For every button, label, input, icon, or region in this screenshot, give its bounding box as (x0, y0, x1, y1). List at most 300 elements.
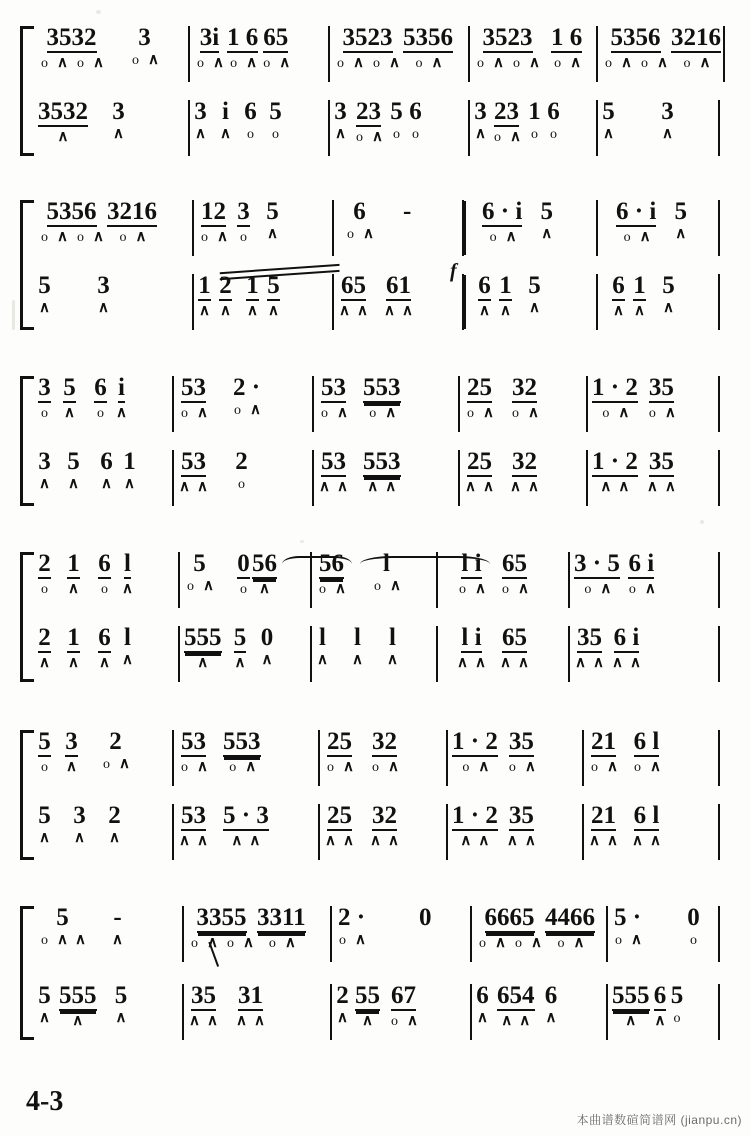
note-digits: 3 (65, 728, 78, 755)
note-digits: 3 (138, 24, 151, 51)
note-group (646, 450, 677, 496)
scan-speckle (300, 540, 304, 543)
note-group (115, 984, 128, 1027)
note-group (491, 100, 522, 146)
note-digits: 6 · i (616, 198, 657, 225)
note-group (612, 984, 650, 1030)
fingering-marks (38, 656, 51, 672)
note-digits: 5356 (46, 198, 97, 225)
note-digits: 3532 (38, 98, 88, 125)
note-digits: 25 (467, 448, 492, 475)
fingering-marks (388, 1014, 419, 1030)
note-digits: 56 (252, 550, 277, 577)
fingering-marks (581, 582, 612, 598)
fingering-marks (94, 406, 107, 422)
fingering-marks (624, 1014, 637, 1030)
note-group (551, 26, 582, 72)
note-digits: 35 (648, 374, 674, 401)
note-group (482, 200, 522, 246)
staff-pair (34, 26, 720, 156)
fingering-marks (198, 304, 211, 320)
fingering-marks (361, 1014, 374, 1030)
fingering-marks (38, 933, 87, 949)
note-digits: 1 (123, 448, 136, 475)
system-brace (20, 200, 34, 330)
fingering-marks (267, 304, 280, 320)
note-group (38, 450, 51, 493)
note-digits: 67 (391, 982, 416, 1009)
note-digits: 3 (97, 272, 110, 299)
note-digits: 5356 (610, 24, 661, 51)
note-group (390, 100, 403, 143)
note-group (98, 552, 111, 598)
fingering-marks (188, 1014, 219, 1030)
note-group (121, 626, 134, 669)
fingering-marks (178, 834, 209, 850)
note-digits: 5356 (403, 24, 453, 51)
staff-pair (34, 200, 720, 330)
note-group (476, 906, 543, 952)
note-digits: l (383, 550, 390, 577)
note-group (633, 274, 646, 320)
note-digits: 6 (653, 982, 667, 1009)
system-2 (20, 200, 720, 330)
system-brace (20, 376, 34, 506)
note-digits: 6 (478, 272, 491, 299)
note-group (198, 274, 211, 320)
fingering-marks (371, 579, 402, 595)
fingering-marks (336, 1011, 349, 1027)
note-digits: 5 (114, 982, 128, 1009)
measure (314, 376, 460, 432)
note-group (260, 26, 291, 72)
fingering-marks (115, 406, 128, 422)
measure (34, 626, 180, 682)
staff-pair (34, 552, 720, 682)
note-digits: 3 (112, 98, 125, 125)
note-digits: 35 (191, 982, 216, 1009)
fingering-marks (646, 480, 677, 496)
note-digits: l (319, 624, 326, 651)
credit-text: 本曲谱数碹简谱网 (jianpu.cn) (576, 1113, 742, 1127)
fingering-marks (115, 1011, 128, 1027)
measure (34, 984, 184, 1040)
note-group (474, 26, 541, 72)
fingering-marks (478, 304, 491, 320)
note-digits: 6 (547, 98, 560, 125)
fingering-marks (661, 127, 674, 143)
note-digits: l (124, 624, 131, 651)
note-group (178, 730, 209, 776)
system-brace (20, 906, 34, 1040)
note-group (38, 26, 105, 72)
note-group (419, 906, 432, 949)
fingering-marks (231, 403, 262, 419)
fingering-marks (38, 406, 51, 422)
note-group (261, 626, 274, 669)
note-group (351, 626, 364, 669)
note-group (38, 984, 51, 1027)
note-group (588, 730, 619, 776)
fingering-marks (612, 304, 625, 320)
note-group (73, 804, 86, 847)
note-group (363, 450, 401, 496)
measure (330, 100, 470, 156)
note-group (112, 100, 125, 143)
note-group (336, 906, 367, 949)
fingering-marks (121, 582, 134, 598)
note-group (269, 100, 282, 143)
note-digits: l i (461, 550, 482, 577)
note-group (237, 552, 250, 598)
fingering-marks (235, 477, 248, 493)
note-group (383, 274, 414, 320)
note-group (592, 376, 638, 422)
fingering-marks (621, 230, 652, 246)
measure (194, 200, 334, 256)
note-group (661, 100, 674, 143)
note-digits: l (389, 624, 396, 651)
note-group (574, 552, 620, 598)
staff-upper (34, 376, 720, 432)
fingering-marks (413, 56, 444, 72)
fingering-marks (646, 406, 677, 422)
staff-lower (34, 450, 720, 506)
note-group (227, 26, 258, 72)
measure (334, 274, 464, 330)
note-group (38, 906, 87, 949)
system-4 (20, 552, 720, 682)
fingering-marks (38, 831, 51, 847)
note-digits: 56 (319, 550, 344, 577)
note-group (476, 984, 489, 1027)
note-digits: 25 (327, 802, 352, 829)
note-digits: 1 · 2 (592, 374, 638, 401)
note-digits: 32 (372, 802, 397, 829)
note-group (371, 552, 402, 595)
note-digits: 53 (181, 728, 206, 755)
staff-lower (34, 274, 720, 330)
note-group (497, 984, 535, 1030)
note-group (219, 100, 232, 143)
note-group (674, 200, 687, 243)
fingering-marks (246, 304, 259, 320)
measure (438, 626, 570, 682)
fingering-marks (38, 56, 105, 72)
note-group (108, 804, 121, 847)
note-digits: 53 (181, 448, 206, 475)
note-digits: 31 (238, 982, 263, 1009)
fingering-marks (219, 304, 232, 320)
fingering-marks (464, 406, 495, 422)
note-digits: 1 (499, 272, 512, 299)
measure (174, 450, 314, 506)
fingering-marks (111, 933, 124, 949)
fingering-marks (487, 230, 518, 246)
note-group (97, 274, 110, 317)
scan-speckle (96, 10, 101, 14)
measure (190, 26, 330, 82)
measure (34, 376, 174, 432)
fingering-marks (551, 56, 582, 72)
note-group (111, 906, 124, 949)
note-group (646, 376, 677, 422)
fingering-marks (631, 760, 662, 776)
fingering-marks (121, 653, 134, 669)
note-digits: 5 (56, 904, 69, 931)
fingering-marks (574, 656, 605, 672)
note-group (363, 376, 401, 422)
note-digits: 2 (219, 272, 232, 299)
measure (332, 984, 472, 1040)
note-digits: 55 (355, 982, 380, 1009)
note-group (65, 730, 78, 776)
fingering-marks (316, 653, 329, 669)
fingering-marks (474, 56, 541, 72)
note-group (223, 730, 261, 776)
measure (34, 26, 190, 82)
note-group (38, 200, 105, 246)
fingering-marks (631, 834, 662, 850)
note-digits: 35 (508, 728, 534, 755)
measure (584, 730, 720, 786)
note-digits: 2 (109, 728, 122, 755)
note-digits: 6 · i (482, 198, 523, 225)
note-digits: l (124, 550, 131, 577)
fingering-marks (602, 127, 615, 143)
note-digits: 5 (38, 982, 51, 1009)
note-group (338, 274, 369, 320)
note-digits: 1 (67, 550, 80, 577)
fingering-marks (234, 656, 247, 672)
measure (184, 906, 332, 962)
note-digits: 3532 (46, 24, 97, 51)
note-digits: 3 (334, 98, 347, 125)
measure (320, 730, 448, 786)
note-digits: 5 (662, 272, 675, 299)
fingering-marks (98, 656, 111, 672)
note-digits: 1 · 2 (452, 802, 498, 829)
scan-speckle (700, 520, 704, 524)
fingering-marks (366, 480, 397, 496)
note-group (38, 552, 51, 598)
fingering-marks (108, 831, 121, 847)
note-digits: 3 (194, 98, 207, 125)
note-group (528, 274, 541, 317)
fingering-marks (499, 582, 530, 598)
note-digits: 3 (237, 198, 250, 225)
note-digits: 65 (341, 272, 366, 299)
note-digits: 1 (246, 272, 259, 299)
note-digits: 553 (363, 374, 401, 401)
note-digits: 1 (528, 98, 541, 125)
fingering-marks (334, 127, 347, 143)
measure (438, 552, 570, 608)
measure (34, 906, 184, 962)
note-group (67, 450, 80, 493)
note-group (409, 100, 422, 143)
measure (312, 552, 438, 608)
staff-lower (34, 804, 720, 860)
fingering-marks (509, 480, 540, 496)
fingering-marks (316, 582, 347, 598)
note-digits: 0 (419, 904, 432, 931)
note-digits: 53 (181, 374, 206, 401)
note-digits: 3355 (196, 904, 247, 931)
note-group (540, 200, 553, 243)
system-6 (20, 906, 720, 1040)
measure (570, 626, 720, 682)
note-digits: 6 (409, 98, 422, 125)
measure (472, 984, 608, 1040)
note-digits: 2 (38, 550, 51, 577)
note-digits: 65 (502, 624, 527, 651)
note-group (100, 730, 131, 773)
staff-pair (34, 730, 720, 860)
measure (598, 200, 720, 256)
fingering-marks (38, 230, 105, 246)
note-digits: 32 (372, 728, 397, 755)
note-group (100, 450, 113, 493)
note-group (456, 552, 487, 598)
note-group (231, 376, 262, 419)
note-group (545, 984, 558, 1027)
fingering-marks (338, 304, 369, 320)
note-group (198, 200, 229, 246)
fingering-marks (324, 834, 355, 850)
fingering-marks (123, 477, 136, 493)
fingering-marks (219, 127, 232, 143)
note-group (178, 450, 209, 496)
fingering-marks (602, 56, 669, 72)
note-group (38, 274, 51, 317)
fingering-marks (266, 936, 297, 952)
fingering-marks (178, 480, 209, 496)
note-digits: 5 (267, 272, 280, 299)
note-group (184, 552, 215, 595)
note-digits: 3i (199, 24, 220, 51)
note-group (509, 376, 540, 422)
note-digits: 5 (390, 98, 403, 125)
note-digits: 5 (674, 198, 688, 225)
fingering-marks (194, 56, 225, 72)
note-group (234, 626, 247, 672)
note-digits: 2 (336, 982, 349, 1009)
fingering-marks (456, 656, 487, 672)
fingering-marks (528, 127, 541, 143)
note-group (369, 804, 400, 850)
note-group (452, 730, 498, 776)
fingering-marks (499, 304, 512, 320)
fingering-marks (681, 56, 712, 72)
fingering-marks (599, 480, 630, 496)
fingering-marks (71, 1014, 84, 1030)
note-group (38, 100, 88, 146)
note-digits: i (222, 98, 229, 125)
note-group (178, 804, 209, 850)
fingering-marks (38, 477, 51, 493)
note-group (98, 626, 111, 672)
note-group (611, 626, 642, 672)
note-group (334, 26, 401, 72)
site-credit (577, 1111, 742, 1128)
measure (584, 804, 720, 860)
measure (448, 804, 584, 860)
note-group (456, 626, 487, 672)
note-group (244, 100, 257, 143)
measure (598, 26, 725, 82)
note-digits: 21 (591, 728, 616, 755)
fingering-marks (674, 227, 687, 243)
note-group (334, 100, 347, 143)
note-digits: 3216 (671, 24, 721, 51)
page-number: 4-3 (26, 1086, 64, 1117)
note-digits: 6 (612, 272, 625, 299)
note-group (631, 804, 662, 850)
note-group (631, 730, 662, 776)
measure (570, 552, 720, 608)
note-digits: 6 (100, 448, 113, 475)
fingering-marks (318, 480, 349, 496)
note-group (219, 274, 232, 320)
fingering-marks (626, 582, 657, 598)
note-group (369, 730, 400, 776)
fingering-marks (237, 230, 250, 246)
fingering-marks (633, 304, 646, 320)
fingering-marks (98, 582, 111, 598)
measure (194, 274, 334, 330)
note-digits: 553 (363, 448, 401, 475)
fingering-marks (474, 127, 487, 143)
note-group (344, 200, 375, 243)
note-digits: 1 6 (551, 24, 583, 51)
note-digits: - (113, 904, 122, 931)
note-digits: 2 · (232, 374, 261, 401)
note-digits: 6665 (484, 904, 535, 931)
note-group (403, 26, 453, 72)
note-group (63, 376, 76, 422)
measure (608, 984, 720, 1040)
note-digits: 553 (223, 728, 261, 755)
note-digits: 6 (98, 550, 111, 577)
note-group (626, 552, 657, 598)
note-group (464, 376, 495, 422)
fingering-marks (38, 301, 51, 317)
staff-upper (34, 552, 720, 608)
fingering-marks (506, 834, 537, 850)
note-group (478, 274, 491, 320)
fingering-marks (266, 227, 279, 243)
fingering-marks (599, 406, 630, 422)
measure (34, 804, 174, 860)
fingering-marks (588, 834, 619, 850)
fingering-marks (459, 760, 490, 776)
note-digits: 61 (386, 272, 411, 299)
note-group (602, 100, 615, 143)
fingering-marks (258, 582, 271, 598)
fingering-marks (184, 579, 215, 595)
fingering-marks (230, 834, 261, 850)
fingering-marks (318, 406, 349, 422)
scan-speckle (12, 300, 15, 330)
note-digits: 12 (201, 198, 226, 225)
note-digits: 2 (235, 448, 248, 475)
note-group (687, 906, 700, 949)
note-group (499, 626, 530, 672)
note-digits: 53 (321, 374, 346, 401)
note-digits: 23 (494, 98, 519, 125)
fingering-marks (476, 1011, 489, 1027)
